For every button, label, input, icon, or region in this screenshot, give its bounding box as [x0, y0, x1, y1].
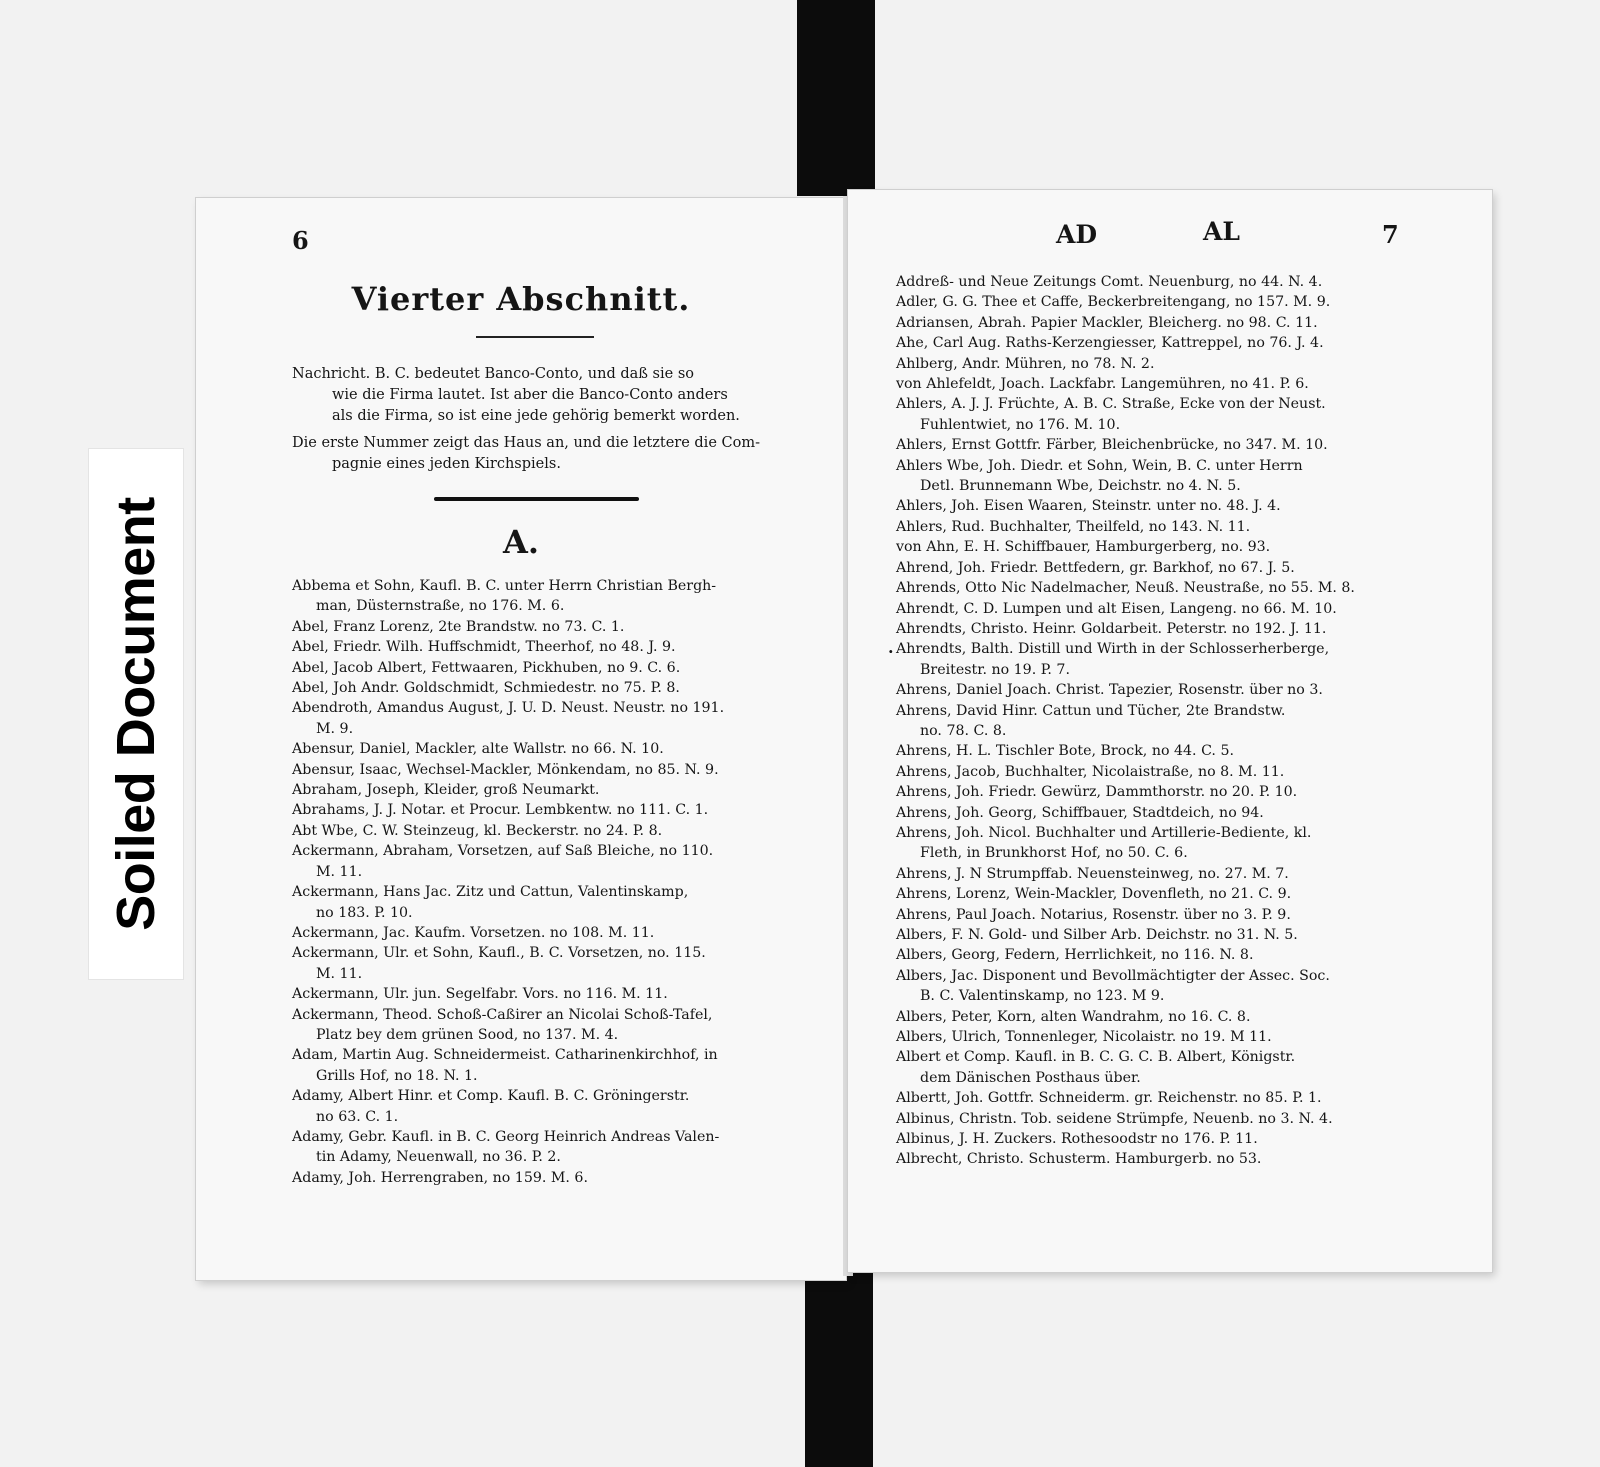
- entry-line: Ahrens, H. L. Tischler Bote, Brock, no 44. C. 5.: [896, 743, 1234, 760]
- directory-entries: [292, 576, 782, 1188]
- entry-line: Ahrens, Joh. Georg, Schiffbauer, Stadtdeich, no 94.: [896, 804, 1264, 821]
- directory-entry: [896, 966, 1441, 1007]
- directory-entry: [896, 456, 1441, 497]
- note-line: Die erste Nummer zeigt das Haus an, und die letztere die Com-: [292, 435, 760, 451]
- entry-line: Addreß- und Neue Zeitungs Comt. Neuenburg, no 44. N. 4.: [896, 274, 1323, 290]
- entry-line: Ahlberg, Andr. Mühren, no 78. N. 2.: [896, 355, 1155, 372]
- entry-line: Ahe, Carl Aug. Raths-Kerzengiesser, Kattreppel, no 76. J. 4.: [896, 335, 1324, 352]
- note-paragraph: [292, 364, 782, 427]
- directory-entry: [896, 884, 1441, 904]
- note-line: wie die Firma lautet. Ist aber die Banco-Conto anders: [332, 387, 728, 403]
- entry-line: Ahrendts, Christo. Heinr. Goldarbeit. Peterstr. no 192. J. 11.: [896, 620, 1327, 637]
- entry-line: Albinus, Christn. Tob. seidene Strümpfe, Neuenb. no 3. N. 4.: [896, 1110, 1333, 1127]
- entry-continuation-line: no 183. P. 10.: [316, 904, 413, 921]
- entry-line: Adam, Martin Aug. Schneidermeist. Catharinenkirchhof, in: [292, 1047, 718, 1064]
- directory-entry: [292, 1086, 782, 1127]
- entry-line: Ahlers, A. J. J. Früchte, A. B. C. Straße, Ecke von der Neust.: [896, 396, 1326, 413]
- directory-entry: [896, 803, 1441, 823]
- directory-entry: [896, 1007, 1441, 1027]
- entry-line: Ahlers Wbe, Joh. Diedr. et Sohn, Wein, B. C. unter Herrn: [896, 457, 1303, 474]
- note-line: pagnie eines jeden Kirchspiels.: [332, 456, 561, 472]
- entry-continuation-line: Fuhlentwiet, no 176. M. 10.: [920, 416, 1121, 433]
- entry-line: Abel, Joh Andr. Goldschmidt, Schmiedestr. no 75. P. 8.: [292, 680, 680, 697]
- entry-line: Ahlers, Ernst Gottfr. Färber, Bleichenbrücke, no 347. M. 10.: [896, 437, 1328, 454]
- directory-entry: [292, 760, 782, 780]
- entry-line: Albers, Georg, Federn, Herrlichkeit, no 116. N. 8.: [896, 947, 1254, 964]
- directory-entry: [292, 800, 782, 820]
- directory-entry: [292, 617, 782, 637]
- entry-line: Ackermann, Hans Jac. Zitz und Cattun, Valentinskamp,: [292, 884, 689, 901]
- entry-line: Ahrends, Otto Nic Nadelmacher, Neuß. Neustraße, no 55. M. 8.: [896, 580, 1355, 597]
- entry-line: Ackermann, Theod. Schoß-Caßirer an Nicolai Schoß-Tafel,: [292, 1006, 713, 1023]
- directory-entry: [896, 517, 1441, 537]
- entry-line: Abel, Franz Lorenz, 2te Brandstw. no 73. C. 1.: [292, 618, 625, 635]
- running-head-right: AL: [1203, 217, 1240, 246]
- entry-line: Albers, Jac. Disponent und Bevollmächtigter der Assec. Soc.: [896, 967, 1330, 984]
- entry-continuation-line: Fleth, in Brunkhorst Hof, no 50. C. 6.: [920, 845, 1188, 862]
- directory-entries: [896, 272, 1441, 1170]
- entry-line: Adamy, Gebr. Kaufl. in B. C. Georg Heinrich Andreas Valen-: [292, 1128, 720, 1145]
- entry-line: Ackermann, Ulr. jun. Segelfabr. Vors. no 116. M. 11.: [292, 986, 668, 1003]
- directory-entry: [292, 576, 782, 617]
- directory-entry: [292, 923, 782, 943]
- entry-line: Ahrend, Joh. Friedr. Bettfedern, gr. Barkhof, no 67. J. 5.: [896, 559, 1295, 576]
- entry-line: Abt Wbe, C. W. Steinzeug, kl. Beckerstr. no 24. P. 8.: [292, 822, 663, 839]
- entry-continuation-line: M. 9.: [316, 720, 354, 737]
- entry-line: Ahrens, Daniel Joach. Christ. Tapezier, Rosenstr. über no 3.: [896, 682, 1323, 699]
- directory-entry: [896, 945, 1441, 965]
- entry-line: Adriansen, Abrah. Papier Mackler, Bleicherg. no 98. C. 11.: [896, 314, 1318, 331]
- directory-entry: [292, 1045, 782, 1086]
- entry-line: Albinus, J. H. Zuckers. Rothesoodstr no 176. P. 11.: [896, 1131, 1258, 1148]
- note-line: Nachricht. B. C. bedeutet Banco-Conto, und daß sie so: [292, 366, 694, 382]
- directory-entry: [896, 701, 1441, 742]
- entry-continuation-line: no 63. C. 1.: [316, 1108, 399, 1125]
- note-paragraph: [292, 433, 782, 475]
- directory-entry: [292, 1168, 782, 1188]
- directory-entry: [896, 1109, 1441, 1129]
- entry-line: Abel, Jacob Albert, Fettwaaren, Pickhuben, no 9. C. 6.: [292, 659, 681, 676]
- entry-line: Abrahams, J. J. Notar. et Procur. Lembkentw. no 111. C. 1.: [292, 802, 709, 819]
- directory-entry: [292, 658, 782, 678]
- entry-line: Ahrens, Lorenz, Wein-Mackler, Dovenfleth, no 21. C. 9.: [896, 886, 1292, 903]
- ornamental-divider: [434, 497, 639, 501]
- entry-line: Abel, Friedr. Wilh. Huffschmidt, Theerhof, no 48. J. 9.: [292, 639, 676, 656]
- directory-entry: [896, 619, 1441, 639]
- binding-spine-top: [797, 0, 875, 196]
- directory-entry: [896, 925, 1441, 945]
- directory-entry: [292, 739, 782, 759]
- entry-line: Abensur, Isaac, Wechsel-Mackler, Mönkendam, no 85. N. 9.: [292, 761, 719, 778]
- entry-line: Ahrens, Joh. Friedr. Gewürz, Dammthorstr. no 20. P. 10.: [896, 784, 1298, 801]
- directory-entry: [292, 821, 782, 841]
- entry-continuation-line: dem Dänischen Posthaus über.: [920, 1069, 1141, 1086]
- entry-continuation-line: Detl. Brunnemann Wbe, Deichstr. no 4. N. 5.: [920, 478, 1241, 495]
- title-divider: [476, 336, 594, 338]
- directory-entry: [896, 272, 1441, 292]
- entry-line: Albers, Peter, Korn, alten Wandrahm, no 16. C. 8.: [896, 1008, 1251, 1025]
- entry-continuation-line: tin Adamy, Neuenwall, no 36. P. 2.: [316, 1149, 561, 1166]
- entry-line: Abbema et Sohn, Kaufl. B. C. unter Herrn Christian Bergh-: [292, 578, 717, 594]
- directory-entry: [896, 333, 1441, 353]
- entry-continuation-line: B. C. Valentinskamp, no 123. M 9.: [920, 988, 1165, 1005]
- stamp-label: Soiled Document: [106, 497, 166, 931]
- directory-entry: [896, 680, 1441, 700]
- directory-entry: [896, 741, 1441, 761]
- letter-heading: A.: [503, 523, 539, 561]
- directory-entry: [896, 394, 1441, 435]
- entry-line: Abendroth, Amandus August, J. U. D. Neust. Neustr. no 191.: [292, 700, 725, 717]
- directory-entry: [896, 1027, 1441, 1047]
- entry-continuation-line: Grills Hof, no 18. N. 1.: [316, 1067, 478, 1084]
- entry-continuation-line: M. 11.: [316, 863, 363, 880]
- entry-line: Ahrens, Jacob, Buchhalter, Nicolaistraße, no 8. M. 11.: [896, 763, 1285, 780]
- section-title: Vierter Abschnitt.: [351, 280, 691, 318]
- directory-entry: [896, 1047, 1441, 1088]
- entry-continuation-line: no. 78. C. 8.: [920, 722, 1007, 739]
- directory-entry: [896, 1129, 1441, 1149]
- entry-continuation-line: Platz bey dem grünen Sood, no 137. M. 4.: [316, 1026, 619, 1043]
- directory-entry: [896, 1149, 1441, 1169]
- entry-line: Ahrendts, Balth. Distill und Wirth in der Schlosserherberge,: [896, 641, 1330, 658]
- entry-line: Ackermann, Jac. Kaufm. Vorsetzen. no 108. M. 11.: [292, 924, 655, 941]
- entry-line: Ahrens, David Hinr. Cattun und Tücher, 2te Brandstw.: [896, 702, 1286, 719]
- directory-entry: [896, 496, 1441, 516]
- directory-entry: [896, 292, 1441, 312]
- directory-entry: [896, 823, 1441, 864]
- entry-line: Ahrens, Paul Joach. Notarius, Rosenstr. über no 3. P. 9.: [896, 906, 1291, 923]
- directory-entry: [292, 943, 782, 984]
- directory-entry: [896, 864, 1441, 884]
- entry-line: Albers, F. N. Gold- und Silber Arb. Deichstr. no 31. N. 5.: [896, 927, 1298, 943]
- directory-entry: [292, 698, 782, 739]
- directory-entry: [896, 639, 1441, 680]
- directory-entry: [896, 354, 1441, 374]
- entry-continuation-line: man, Düsternstraße, no 176. M. 6.: [316, 598, 565, 615]
- entry-line: Adler, G. G. Thee et Caffe, Beckerbreitengang, no 157. M. 9.: [896, 294, 1331, 311]
- directory-entry: [896, 537, 1441, 557]
- entry-line: Albertt, Joh. Gottfr. Schneiderm. gr. Reichenstr. no 85. P. 1.: [896, 1090, 1322, 1107]
- left-page: [196, 198, 846, 1280]
- entry-line: Ackermann, Abraham, Vorsetzen, auf Saß Bleiche, no 110.: [292, 843, 714, 860]
- entry-line: Ahrens, J. N Strumpffab. Neuensteinweg, no. 27. M. 7.: [896, 865, 1289, 882]
- directory-entry: [896, 762, 1441, 782]
- margin-mark: ·: [888, 642, 894, 661]
- directory-entry: [292, 1127, 782, 1168]
- page-number: 6: [292, 226, 309, 255]
- directory-entry: [292, 984, 782, 1004]
- entry-line: von Ahn, E. H. Schiffbauer, Hamburgerberg, no. 93.: [896, 539, 1271, 556]
- directory-entry: [896, 599, 1441, 619]
- entry-line: Abensur, Daniel, Mackler, alte Wallstr. no 66. N. 10.: [292, 741, 664, 758]
- directory-entry: [896, 578, 1441, 598]
- entry-line: Ahrens, Joh. Nicol. Buchhalter und Artillerie-Bediente, kl.: [896, 824, 1312, 841]
- entry-line: Ahrendt, C. D. Lumpen und alt Eisen, Langeng. no 66. M. 10.: [896, 600, 1337, 617]
- directory-entry: [292, 678, 782, 698]
- entry-line: Ahlers, Joh. Eisen Waaren, Steinstr. unter no. 48. J. 4.: [896, 498, 1281, 515]
- page-number: 7: [1382, 220, 1399, 249]
- entry-line: Adamy, Joh. Herrengraben, no 159. M. 6.: [292, 1169, 588, 1186]
- directory-entry: [896, 905, 1441, 925]
- directory-entry: [896, 374, 1441, 394]
- right-page: [848, 190, 1492, 1272]
- note-line: als die Firma, so ist eine jede gehörig bemerkt worden.: [332, 408, 740, 424]
- directory-entry: [292, 841, 782, 882]
- entry-line: Albers, Ulrich, Tonnenleger, Nicolaistr. no 19. M 11.: [896, 1029, 1272, 1046]
- entry-line: Adamy, Albert Hinr. et Comp. Kaufl. B. C. Gröningerstr.: [292, 1088, 690, 1105]
- entry-line: Abraham, Joseph, Kleider, groß Neumarkt.: [292, 782, 600, 799]
- entry-line: Ahlers, Rud. Buchhalter, Theilfeld, no 143. N. 11.: [896, 518, 1251, 535]
- directory-entry: [292, 1005, 782, 1046]
- directory-entry: [896, 435, 1441, 455]
- binding-spine-bottom: [805, 1262, 873, 1467]
- directory-entry: [292, 637, 782, 657]
- directory-entry: [896, 558, 1441, 578]
- entry-continuation-line: Breitestr. no 19. P. 7.: [920, 661, 1070, 678]
- soiled-document-stamp: [88, 448, 184, 980]
- entry-line: Ackermann, Ulr. et Sohn, Kaufl., B. C. Vorsetzen, no. 115.: [292, 945, 706, 962]
- directory-entry: [896, 313, 1441, 333]
- entry-continuation-line: M. 11.: [316, 965, 363, 982]
- entry-line: Albert et Comp. Kaufl. in B. C. G. C. B. Albert, Königstr.: [896, 1049, 1296, 1066]
- directory-entry: [896, 782, 1441, 802]
- directory-entry: [896, 1088, 1441, 1108]
- directory-entry: [292, 882, 782, 923]
- running-head-left: AD: [1056, 220, 1098, 249]
- entry-line: von Ahlefeldt, Joach. Lackfabr. Langemühren, no 41. P. 6.: [896, 376, 1309, 393]
- directory-entry: [292, 780, 782, 800]
- entry-line: Albrecht, Christo. Schusterm. Hamburgerb. no 53.: [896, 1151, 1262, 1168]
